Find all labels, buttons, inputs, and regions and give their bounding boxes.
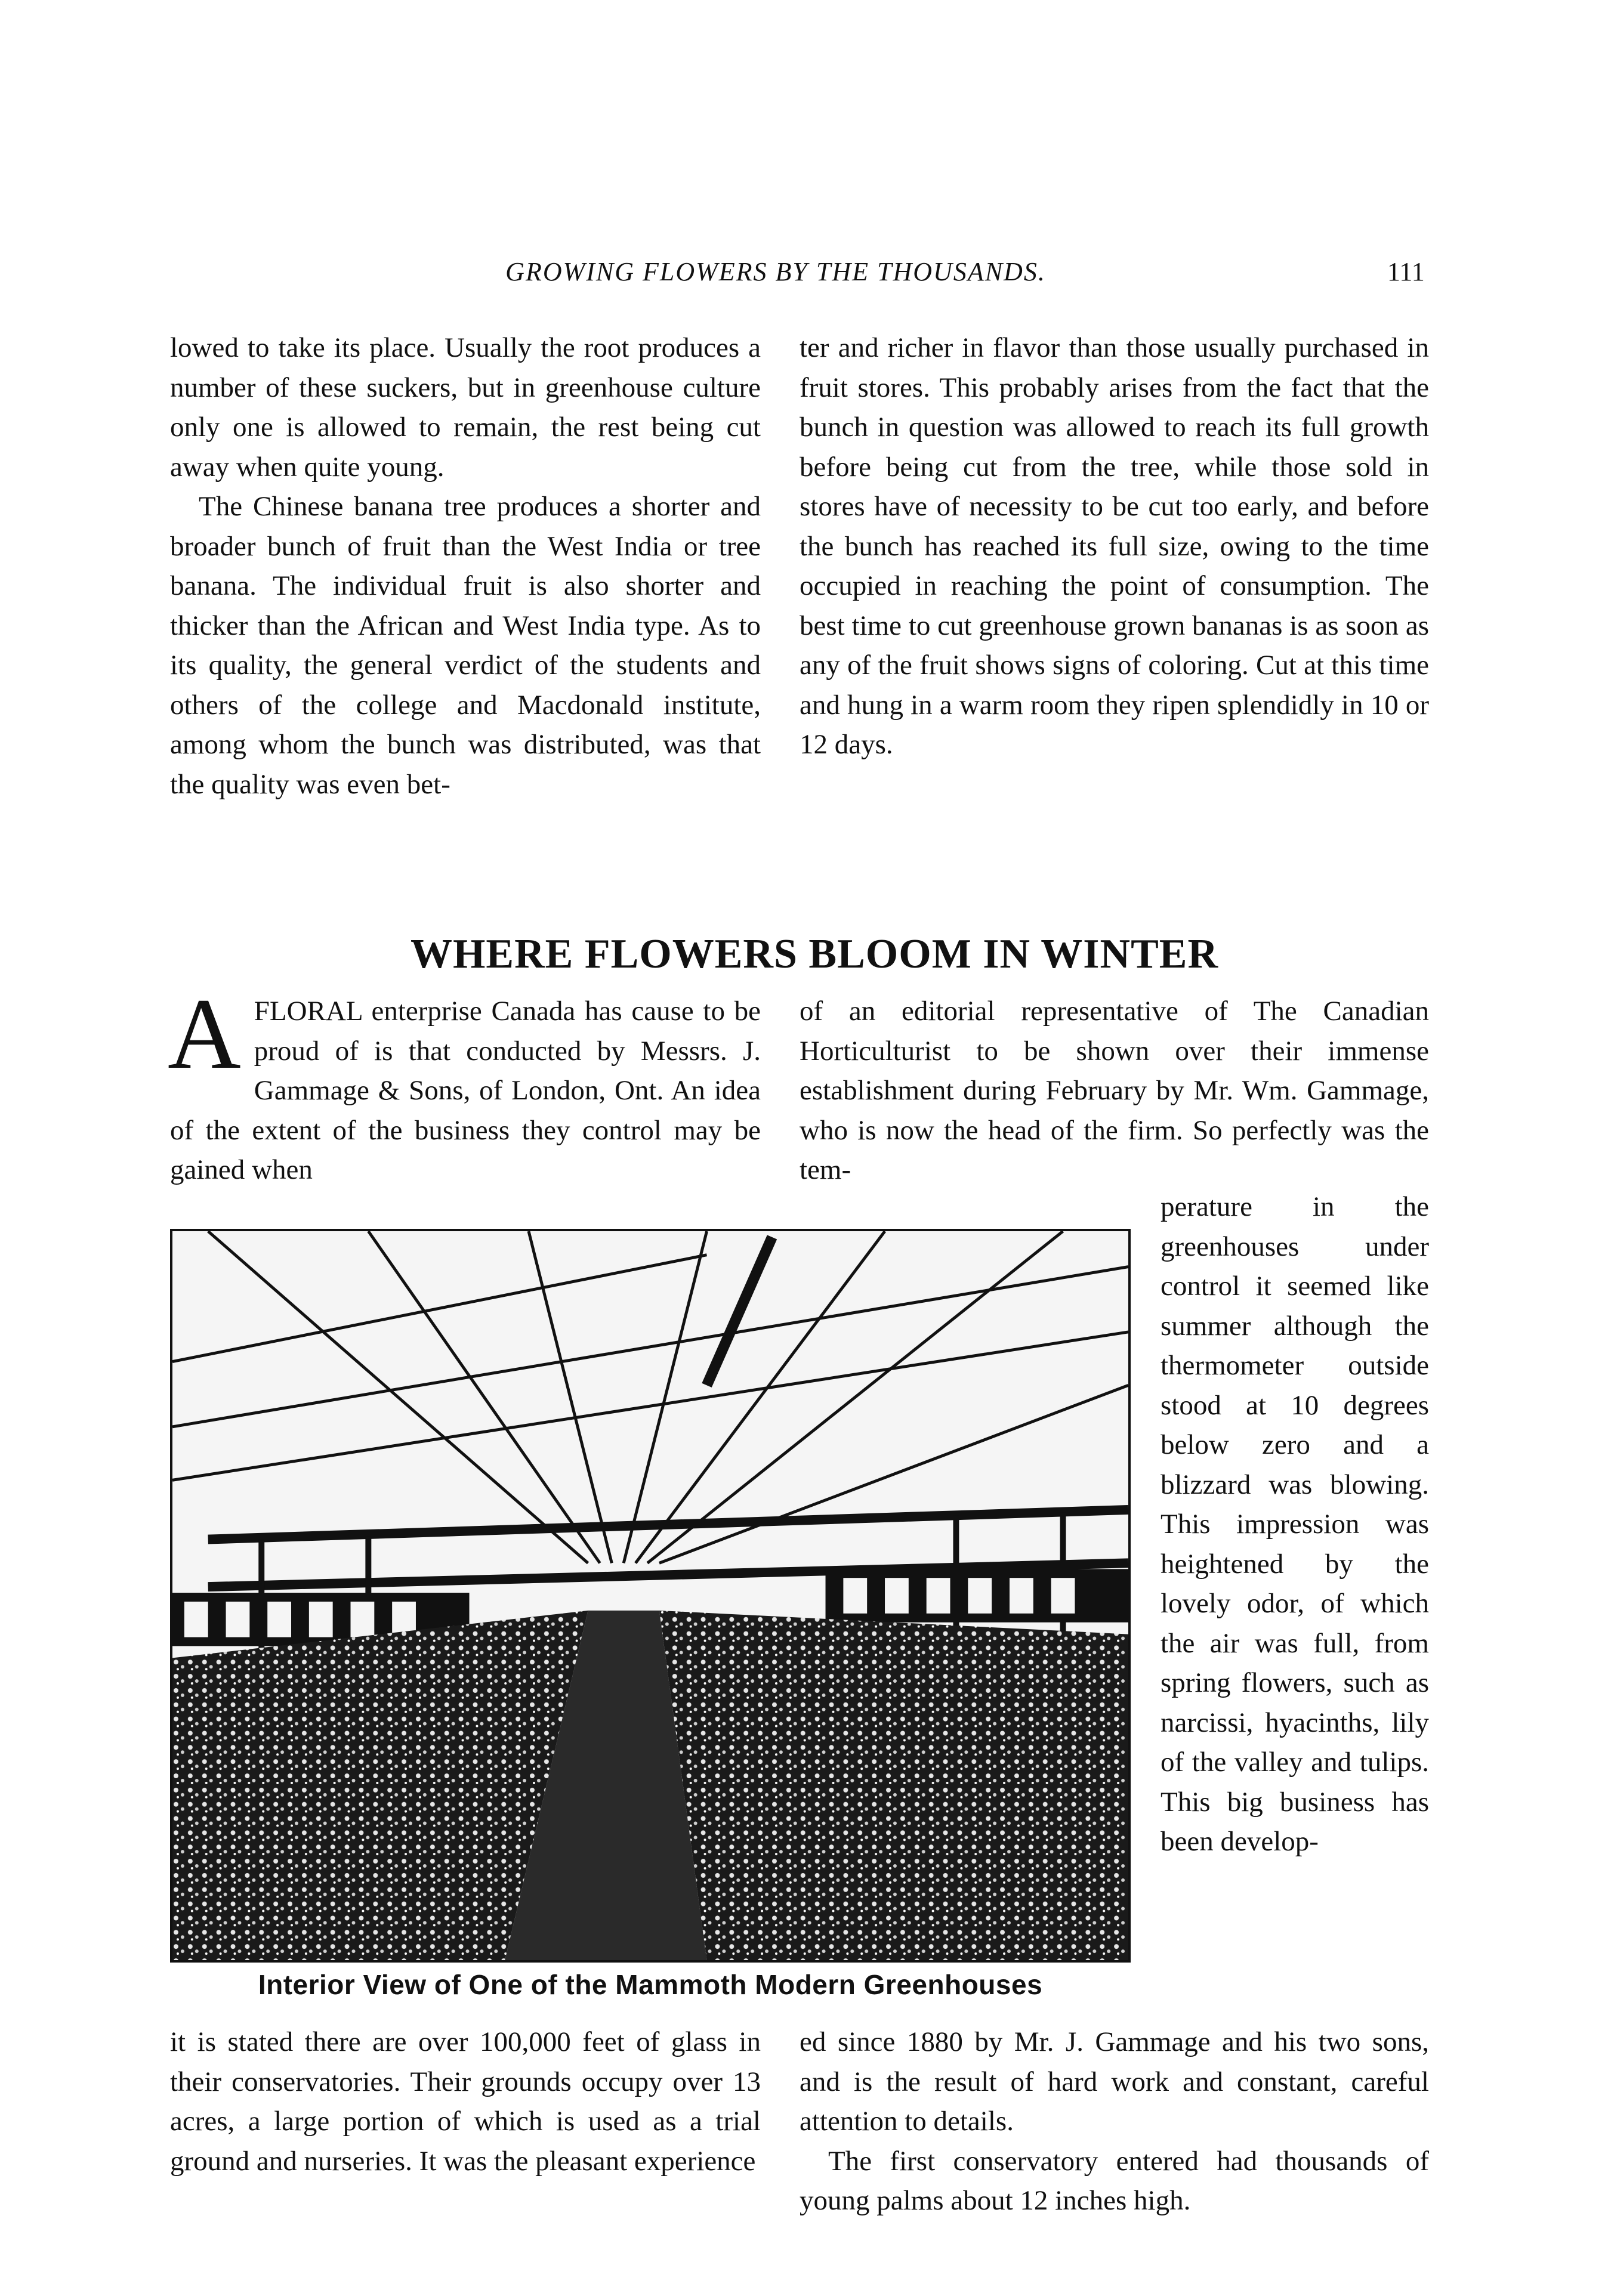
paragraph	[168, 978, 761, 1190]
greenhouse-photo	[170, 1229, 1131, 1963]
paragraph: ed since 1880 by Mr. J. Gammage and his two sons, and is the result of hard work and constant, careful attention to details.	[800, 2026, 1429, 2137]
photo-caption: Interior View of One of the Mammoth Modern Greenhouses	[258, 1969, 1043, 2000]
top-right-column	[800, 328, 1429, 765]
paragraph: The first conservatory entered had thousands of young palms about 12 inches high.	[800, 2145, 1429, 2216]
paragraph: The Chinese banana tree produces a shorter and broader bunch of fruit than the West India or tree banana. The individual fruit is also shorter and thicker than the African and West India type. As to its quality, the general verdict of the students and others of the college and Macdonald institute, among whom the bunch was distributed, was that the quality was even bet-	[170, 491, 761, 800]
paragraph: it is stated there are over 100,000 feet of glass in their conservatories. Their grounds occupy over 13 acres, a large portion of which is used as a trial ground and nurseries. It was the pleasant experience	[170, 2026, 761, 2177]
running-head: GROWING FLOWERS BY THE THOUSANDS.	[505, 257, 1046, 286]
top-left-column	[170, 328, 761, 804]
paragraph: ter and richer in flavor than those usually purchased in fruit stores. This probably arises from the fact that the bunch in question was allowed to reach its full growth before being cut from the tree, while those sold in stores have of necessity to be cut too early, and before the bunch has reached its full size, owing to the time occupied in reaching the point of consumption. The best time to cut greenhouse grown bananas is as soon as any of the fruit shows signs of coloring. Cut at this time and hung in a warm room they ripen splendidly in 10 or 12 days.	[800, 332, 1429, 760]
page-number: 111	[1387, 257, 1425, 286]
paragraph: lowed to take its place. Usually the root produces a number of these suckers, but in greenhouse culture only one is allowed to remain, the rest being cut away when quite young.	[170, 332, 761, 483]
article-intro-left	[168, 978, 761, 1190]
section-title: WHERE FLOWERS BLOOM IN WINTER	[410, 931, 1219, 977]
drop-cap: A	[168, 978, 241, 1090]
article-top-right	[800, 991, 1429, 1190]
bottom-right-column	[800, 2022, 1429, 2221]
greenhouse-illustration	[172, 1231, 1128, 1960]
intro-text: FLORAL enterprise Canada has cause to be proud of is that conducted by Messrs. J. Gammage & Sons, of London, Ont. An idea of the extent of the business they control may be gained when	[170, 996, 761, 1185]
paragraph: of an editorial representative of The Canadian Horticulturist to be shown over their immense establishment during February by Mr. Wm. Gammage, who is now the head of the firm. So perfectly was the tem-	[800, 996, 1429, 1185]
narrow-side-column	[1161, 1187, 1429, 1862]
bottom-left-column	[170, 2022, 761, 2181]
paragraph: perature in the greenhouses under control it seemed like summer although the thermometer outside stood at 10 degrees below zero and a blizzard was blowing. This impression was heightened by the lovely odor, of which the air was full, from spring flowers, such as narcissi, hyacinths, lily of the valley and tulips. This big business has been develop-	[1161, 1191, 1429, 1857]
